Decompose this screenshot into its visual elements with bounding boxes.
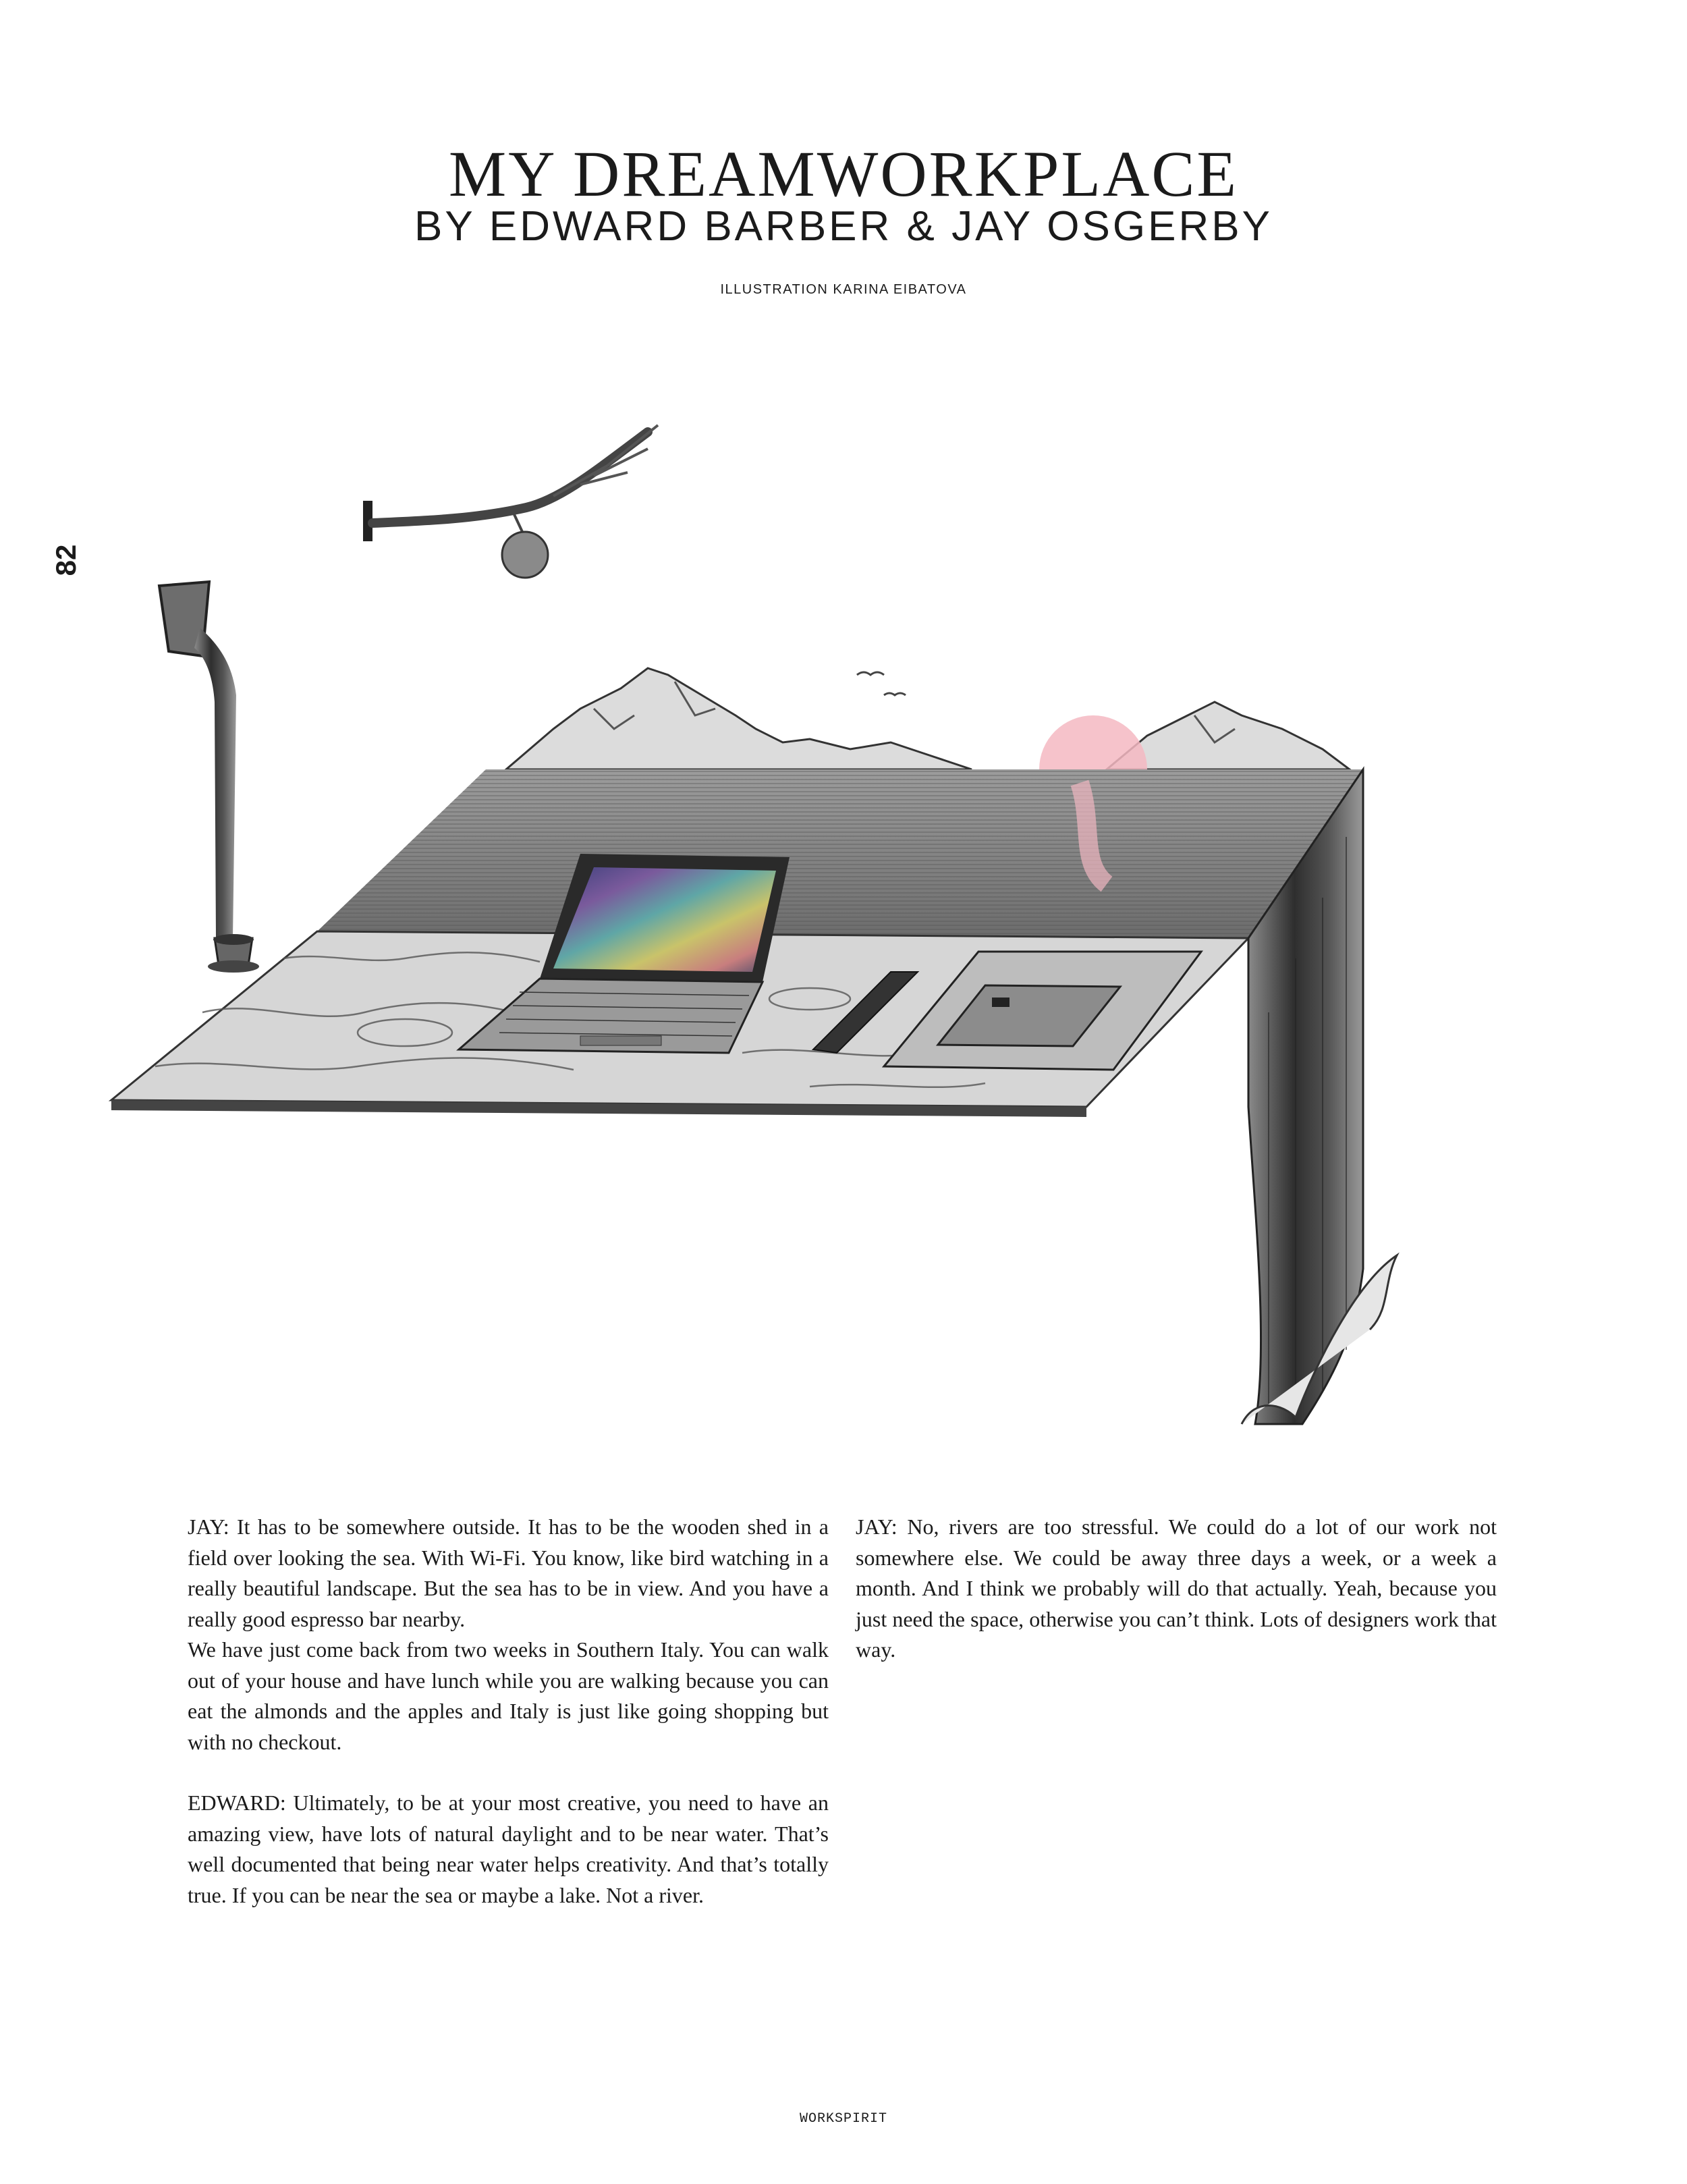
paragraph: JAY: No, rivers are too stressful. We could do a lot of our work not somewhere else. We could be away three days a week, or a week a month. And I think we probably will do that actually. Yeah, because you just need the space, otherwise you can’t think. Lots of designers work that way.: [856, 1514, 1497, 1662]
illustration-credit: ILLUSTRATION KARINA EIBATOVA: [720, 282, 967, 297]
bird-icon: [884, 693, 906, 695]
mountains: [506, 668, 1350, 769]
bird-icon: [857, 672, 884, 675]
paragraph: JAY: It has to be somewhere outside. It has to be the wooden shed in a field over looking the sea. With Wi-Fi. You know, like bird watching in a really beautiful landscape. But the sea has to be in view. And you have a really good espresso bar nearby.: [188, 1514, 829, 1631]
article-left-column: [188, 1512, 829, 1911]
pouring-pot-icon: [159, 582, 259, 973]
page-number: 82: [50, 544, 82, 576]
sun: [1039, 715, 1147, 769]
paragraph: We have just come back from two weeks in Southern Italy. You can walk out of your house and have lunch while you are walking because you can eat the almonds and the apples and Italy is just like going shopping but with no checkout.: [188, 1637, 829, 1754]
desk-illustration: [0, 405, 1687, 1458]
magazine-footer: WORKSPIRIT: [799, 2111, 888, 2127]
branch-apple-icon: [363, 425, 658, 578]
paragraph: EDWARD: Ultimately, to be at your most creative, you need to have an amazing view, have lots of natural daylight and to be near water. That’s well documented that being near water helps creativity. And that’s totally true. If you can be near the sea or maybe a lake. Not a river.: [188, 1791, 829, 1907]
page-title: MY DREAMWORKPLACE: [448, 138, 1239, 210]
page-subtitle: BY EDWARD BARBER & JAY OSGERBY: [414, 203, 1273, 250]
article-right-column: [856, 1512, 1497, 1666]
